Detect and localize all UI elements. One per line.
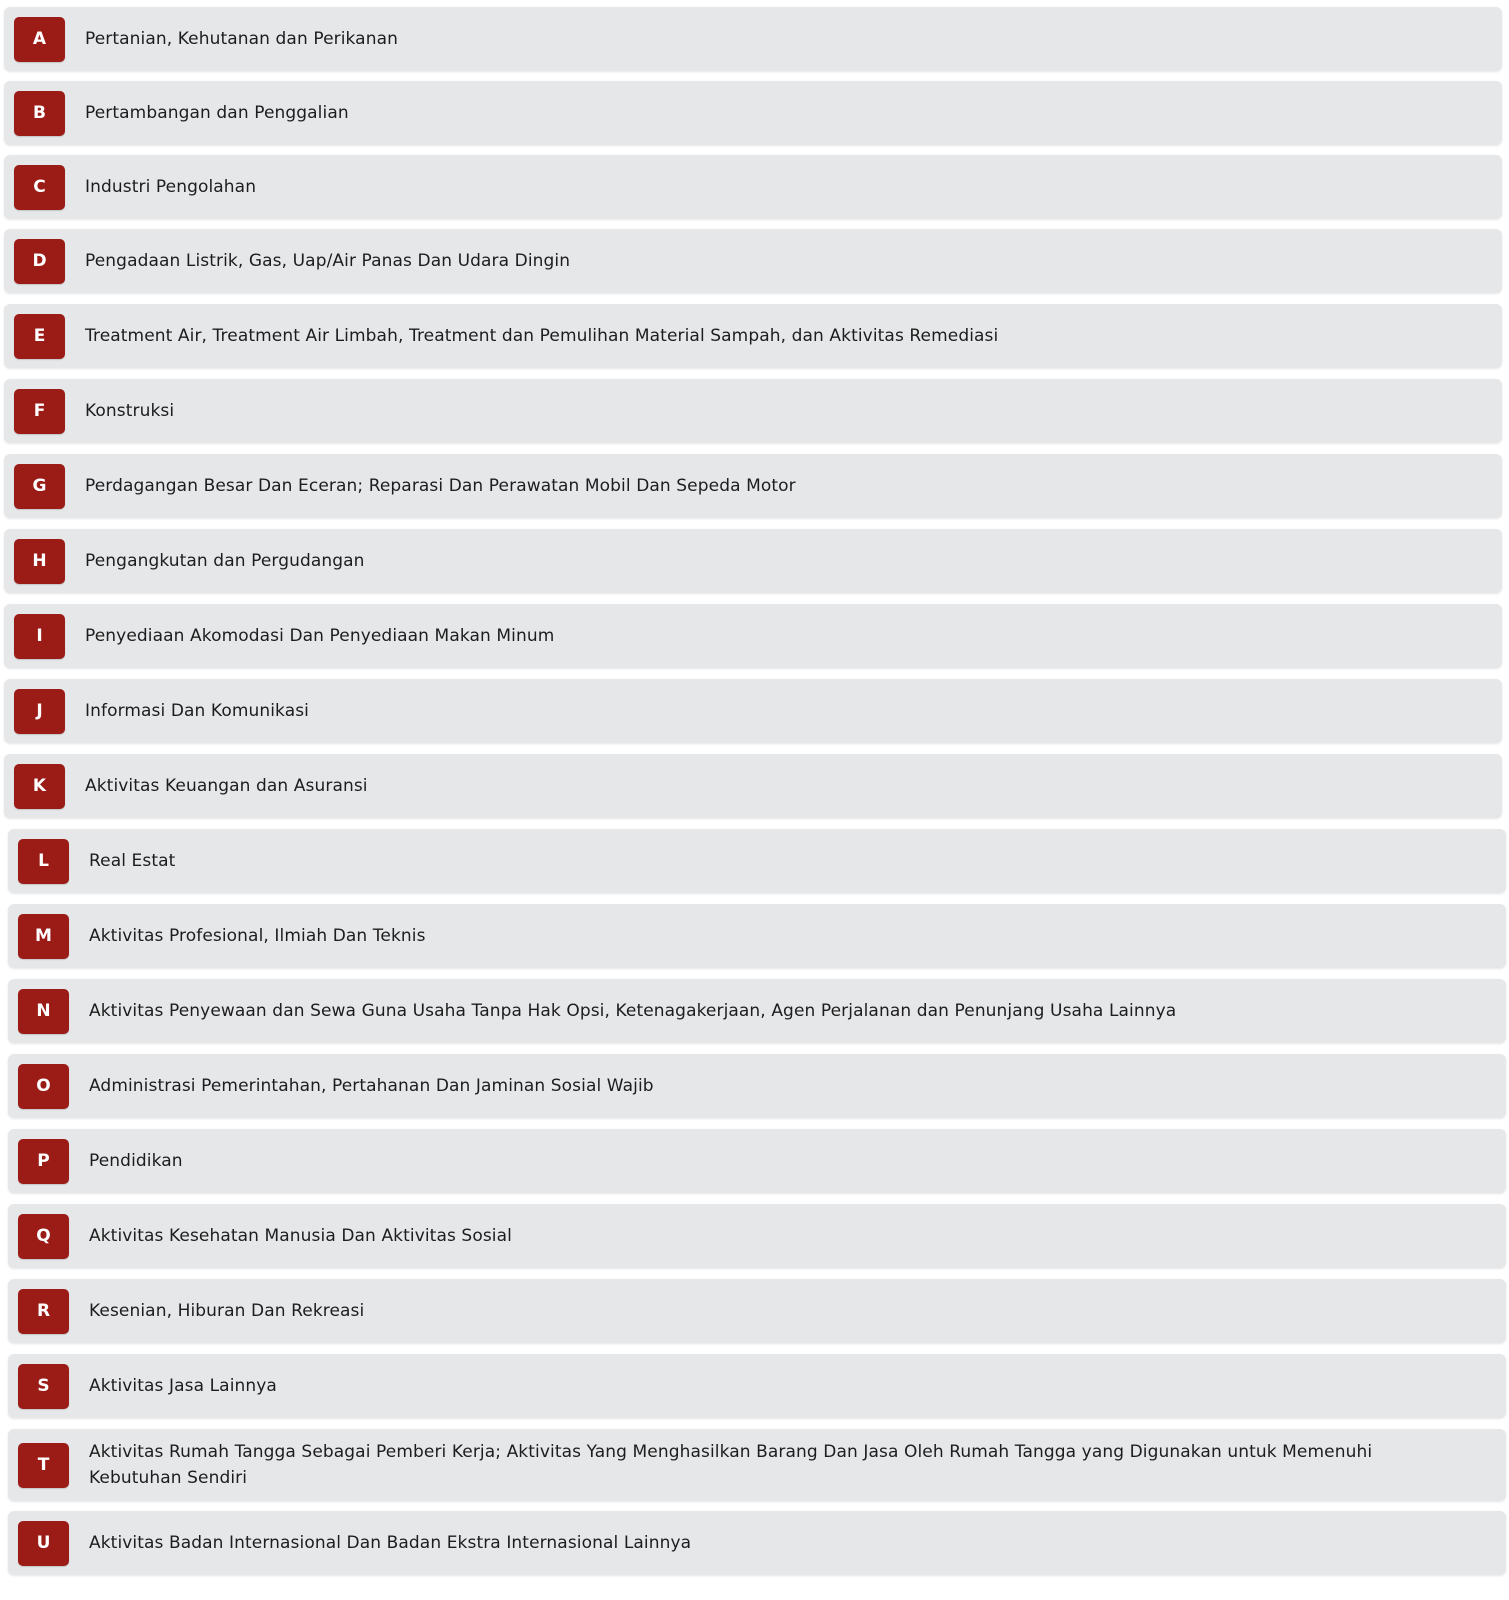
- sector-code-badge: U: [18, 1521, 69, 1566]
- sector-item-h[interactable]: [4, 529, 1502, 593]
- sector-code-badge: L: [18, 839, 69, 884]
- sector-item-i[interactable]: [4, 604, 1502, 668]
- sector-code-badge: S: [18, 1364, 69, 1409]
- sector-label: Aktivitas Badan Internasional Dan Badan Ekstra Internasional Lainnya: [89, 1533, 692, 1553]
- sector-item-t[interactable]: [8, 1429, 1506, 1501]
- sector-code-badge: C: [14, 165, 65, 210]
- sector-item-n[interactable]: [8, 979, 1506, 1043]
- sector-item-u[interactable]: [8, 1511, 1506, 1575]
- sector-code-badge: H: [14, 539, 65, 584]
- sector-label: Administrasi Pemerintahan, Pertahanan Dan Jaminan Sosial Wajib: [89, 1076, 654, 1096]
- sector-item-b[interactable]: [4, 81, 1502, 145]
- sector-code-badge: P: [18, 1139, 69, 1184]
- sector-code-badge: O: [18, 1064, 69, 1109]
- sector-code-badge: Q: [18, 1214, 69, 1259]
- sector-code-badge: F: [14, 389, 65, 434]
- sector-label: Konstruksi: [85, 401, 175, 421]
- sector-item-f[interactable]: [4, 379, 1502, 443]
- sector-item-m[interactable]: [8, 904, 1506, 968]
- sector-item-c[interactable]: [4, 155, 1502, 219]
- sector-label: Pertanian, Kehutanan dan Perikanan: [85, 29, 398, 49]
- sector-code-badge: E: [14, 314, 65, 359]
- sector-label: Aktivitas Kesehatan Manusia Dan Aktivitas Sosial: [89, 1226, 512, 1246]
- sector-label: Pengangkutan dan Pergudangan: [85, 551, 365, 571]
- sector-label: Perdagangan Besar Dan Eceran; Reparasi Dan Perawatan Mobil Dan Sepeda Motor: [85, 476, 796, 496]
- sector-label: Aktivitas Jasa Lainnya: [89, 1376, 277, 1396]
- sector-label: Pendidikan: [89, 1151, 183, 1171]
- sector-label: Pertambangan dan Penggalian: [85, 103, 349, 123]
- sector-label: Aktivitas Rumah Tangga Sebagai Pemberi Kerja; Aktivitas Yang Menghasilkan Barang Dan Jasa Oleh Rumah Tangga yang Digunakan untuk Memenuhi Kebutuhan Sendiri: [89, 1442, 1373, 1488]
- sector-code-badge: A: [14, 17, 65, 62]
- sector-code-badge: G: [14, 464, 65, 509]
- sector-item-s[interactable]: [8, 1354, 1506, 1418]
- sector-label: Pengadaan Listrik, Gas, Uap/Air Panas Dan Udara Dingin: [85, 251, 571, 271]
- sector-item-r[interactable]: [8, 1279, 1506, 1343]
- sector-code-badge: D: [14, 239, 65, 284]
- sector-code-badge: K: [14, 764, 65, 809]
- sector-code-badge: M: [18, 914, 69, 959]
- sector-item-d[interactable]: [4, 229, 1502, 293]
- sector-label: Kesenian, Hiburan Dan Rekreasi: [89, 1301, 365, 1321]
- sector-label: Informasi Dan Komunikasi: [85, 701, 309, 721]
- sector-item-a[interactable]: [4, 7, 1502, 71]
- sector-label: Real Estat: [89, 851, 176, 871]
- sector-label: Aktivitas Keuangan dan Asuransi: [85, 776, 368, 796]
- sector-label: Treatment Air, Treatment Air Limbah, Treatment dan Pemulihan Material Sampah, dan Aktivitas Remediasi: [85, 326, 999, 346]
- sector-label: Industri Pengolahan: [85, 177, 257, 197]
- sector-item-k[interactable]: [4, 754, 1502, 818]
- sector-item-l[interactable]: [8, 829, 1506, 893]
- sector-code-badge: N: [18, 989, 69, 1034]
- sector-code-badge: I: [14, 614, 65, 659]
- sector-item-j[interactable]: [4, 679, 1502, 743]
- sector-item-p[interactable]: [8, 1129, 1506, 1193]
- sector-label: Aktivitas Penyewaan dan Sewa Guna Usaha Tanpa Hak Opsi, Ketenagakerjaan, Agen Perjalanan dan Penunjang Usaha Lainnya: [89, 1001, 1177, 1021]
- sector-label: Penyediaan Akomodasi Dan Penyediaan Makan Minum: [85, 626, 555, 646]
- sector-item-o[interactable]: [8, 1054, 1506, 1118]
- sector-item-e[interactable]: [4, 304, 1502, 368]
- sector-code-badge: B: [14, 91, 65, 136]
- sector-label: Aktivitas Profesional, Ilmiah Dan Teknis: [89, 926, 426, 946]
- sector-code-badge: R: [18, 1289, 69, 1334]
- sector-code-badge: T: [18, 1443, 69, 1488]
- sector-item-q[interactable]: [8, 1204, 1506, 1268]
- sector-item-g[interactable]: [4, 454, 1502, 518]
- sector-code-badge: J: [14, 689, 65, 734]
